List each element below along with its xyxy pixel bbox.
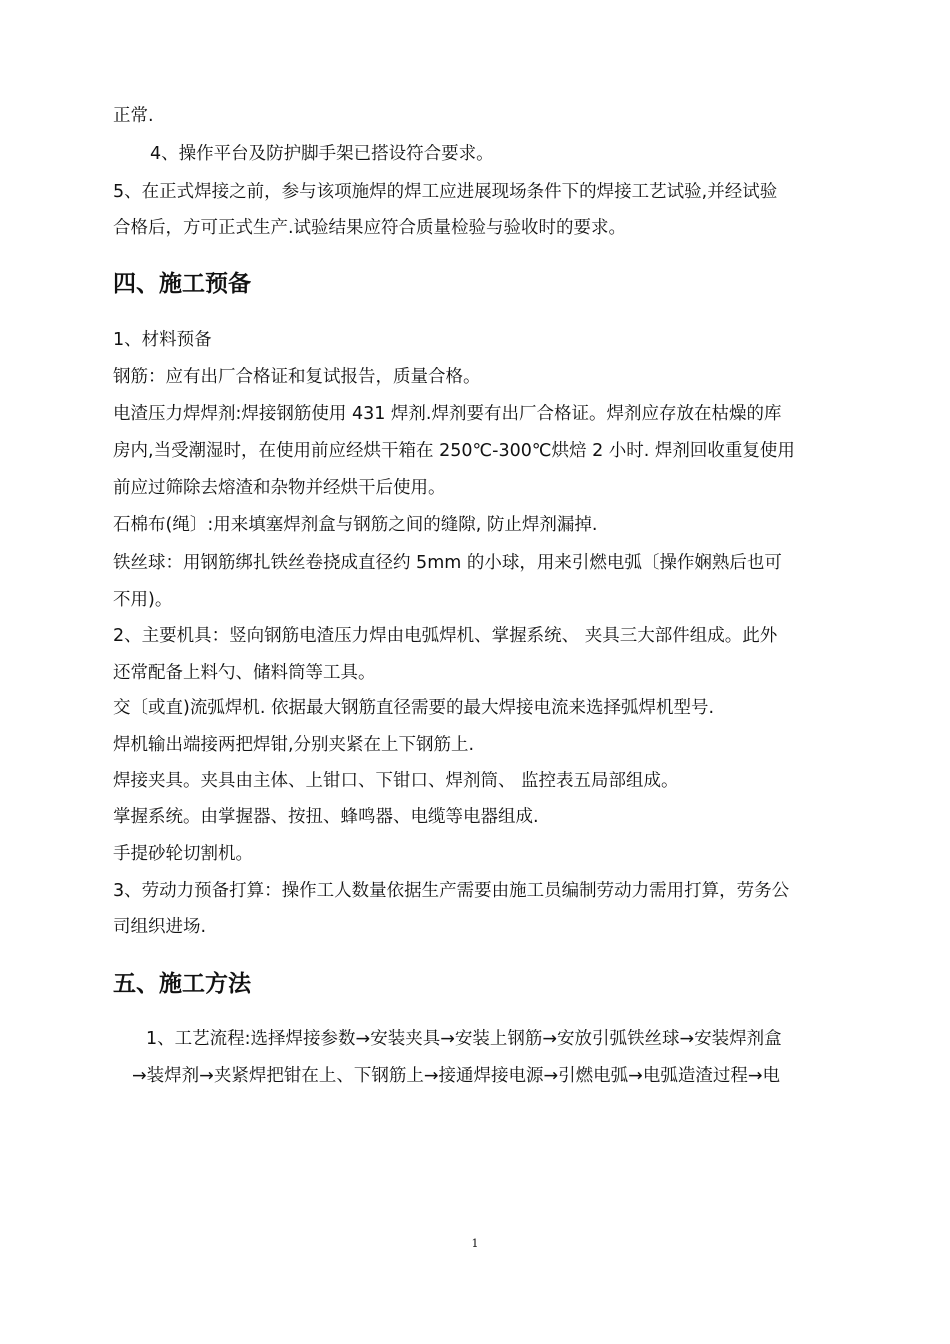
paragraph-line: 电渣压力焊焊剂:焊接钢筋使用 431 焊剂.焊剂要有出厂合格证。焊剂应存放在枯燥的库 xyxy=(113,404,782,424)
paragraph-line: 2、主要机具：竖向钢筋电渣压力焊由电弧焊机、掌握系统、 夹具三大部件组成。此外 xyxy=(113,626,778,646)
paragraph-line: →装焊剂→夹紧焊把钳在上、下钢筋上→接通焊接电源→引燃电弧→电弧造渣过程→电 xyxy=(132,1066,780,1086)
paragraph-line: 钢筋：应有出厂合格证和复试报告，质量合格。 xyxy=(113,367,481,387)
paragraph-line: 1、材料预备 xyxy=(113,330,212,350)
paragraph-line: 4、操作平台及防护脚手架已搭设符合要求。 xyxy=(150,144,494,164)
paragraph-line: 司组织进场. xyxy=(113,917,207,937)
section-heading: 五、施工方法 xyxy=(113,971,251,997)
paragraph-line: 还常配备上料勺、储料筒等工具。 xyxy=(113,663,376,683)
paragraph-line: 前应过筛除去熔渣和杂物并经烘干后使用。 xyxy=(113,478,446,498)
paragraph-line: 手提砂轮切割机。 xyxy=(113,844,253,864)
paragraph-line: 1、工艺流程:选择焊接参数→安装夹具→安装上钢筋→安放引弧铁丝球→安装焊剂盒 xyxy=(146,1029,782,1049)
paragraph-line: 掌握系统。由掌握器、按扭、蜂鸣器、电缆等电器组成. xyxy=(113,807,539,827)
page-number: 1 xyxy=(471,1237,479,1250)
paragraph-line: 5、在正式焊接之前，参与该项施焊的焊工应进展现场条件下的焊接工艺试验,并经试验 xyxy=(113,182,778,202)
paragraph-line: 房内,当受潮湿时，在使用前应经烘干箱在 250℃-300℃烘焙 2 小时. 焊剂回收重复使用 xyxy=(113,441,795,461)
paragraph-line: 焊机输出端接两把焊钳,分别夹紧在上下钢筋上. xyxy=(113,735,475,755)
paragraph-line: 交〔或直)流弧焊机. 依据最大钢筋直径需要的最大焊接电流来选择弧焊机型号. xyxy=(113,698,715,718)
paragraph-line: 铁丝球：用钢筋绑扎铁丝卷挠成直径约 5mm 的小球，用来引燃电弧〔操作娴熟后也可 xyxy=(113,553,782,573)
paragraph-line: 正常. xyxy=(113,106,154,126)
paragraph-line: 3、劳动力预备打算：操作工人数量依据生产需要由施工员编制劳动力需用打算，劳务公 xyxy=(113,881,790,901)
paragraph-line: 合格后，方可正式生产.试验结果应符合质量检验与验收时的要求。 xyxy=(113,218,627,238)
paragraph-line: 不用)。 xyxy=(113,590,173,610)
paragraph-line: 焊接夹具。夹具由主体、上钳口、下钳口、焊剂筒、 监控表五局部组成。 xyxy=(113,771,679,791)
section-heading: 四、施工预备 xyxy=(113,271,251,297)
paragraph-line: 石棉布(绳〕:用来填塞焊剂盒与钢筋之间的缝隙, 防止焊剂漏掉. xyxy=(113,515,598,535)
